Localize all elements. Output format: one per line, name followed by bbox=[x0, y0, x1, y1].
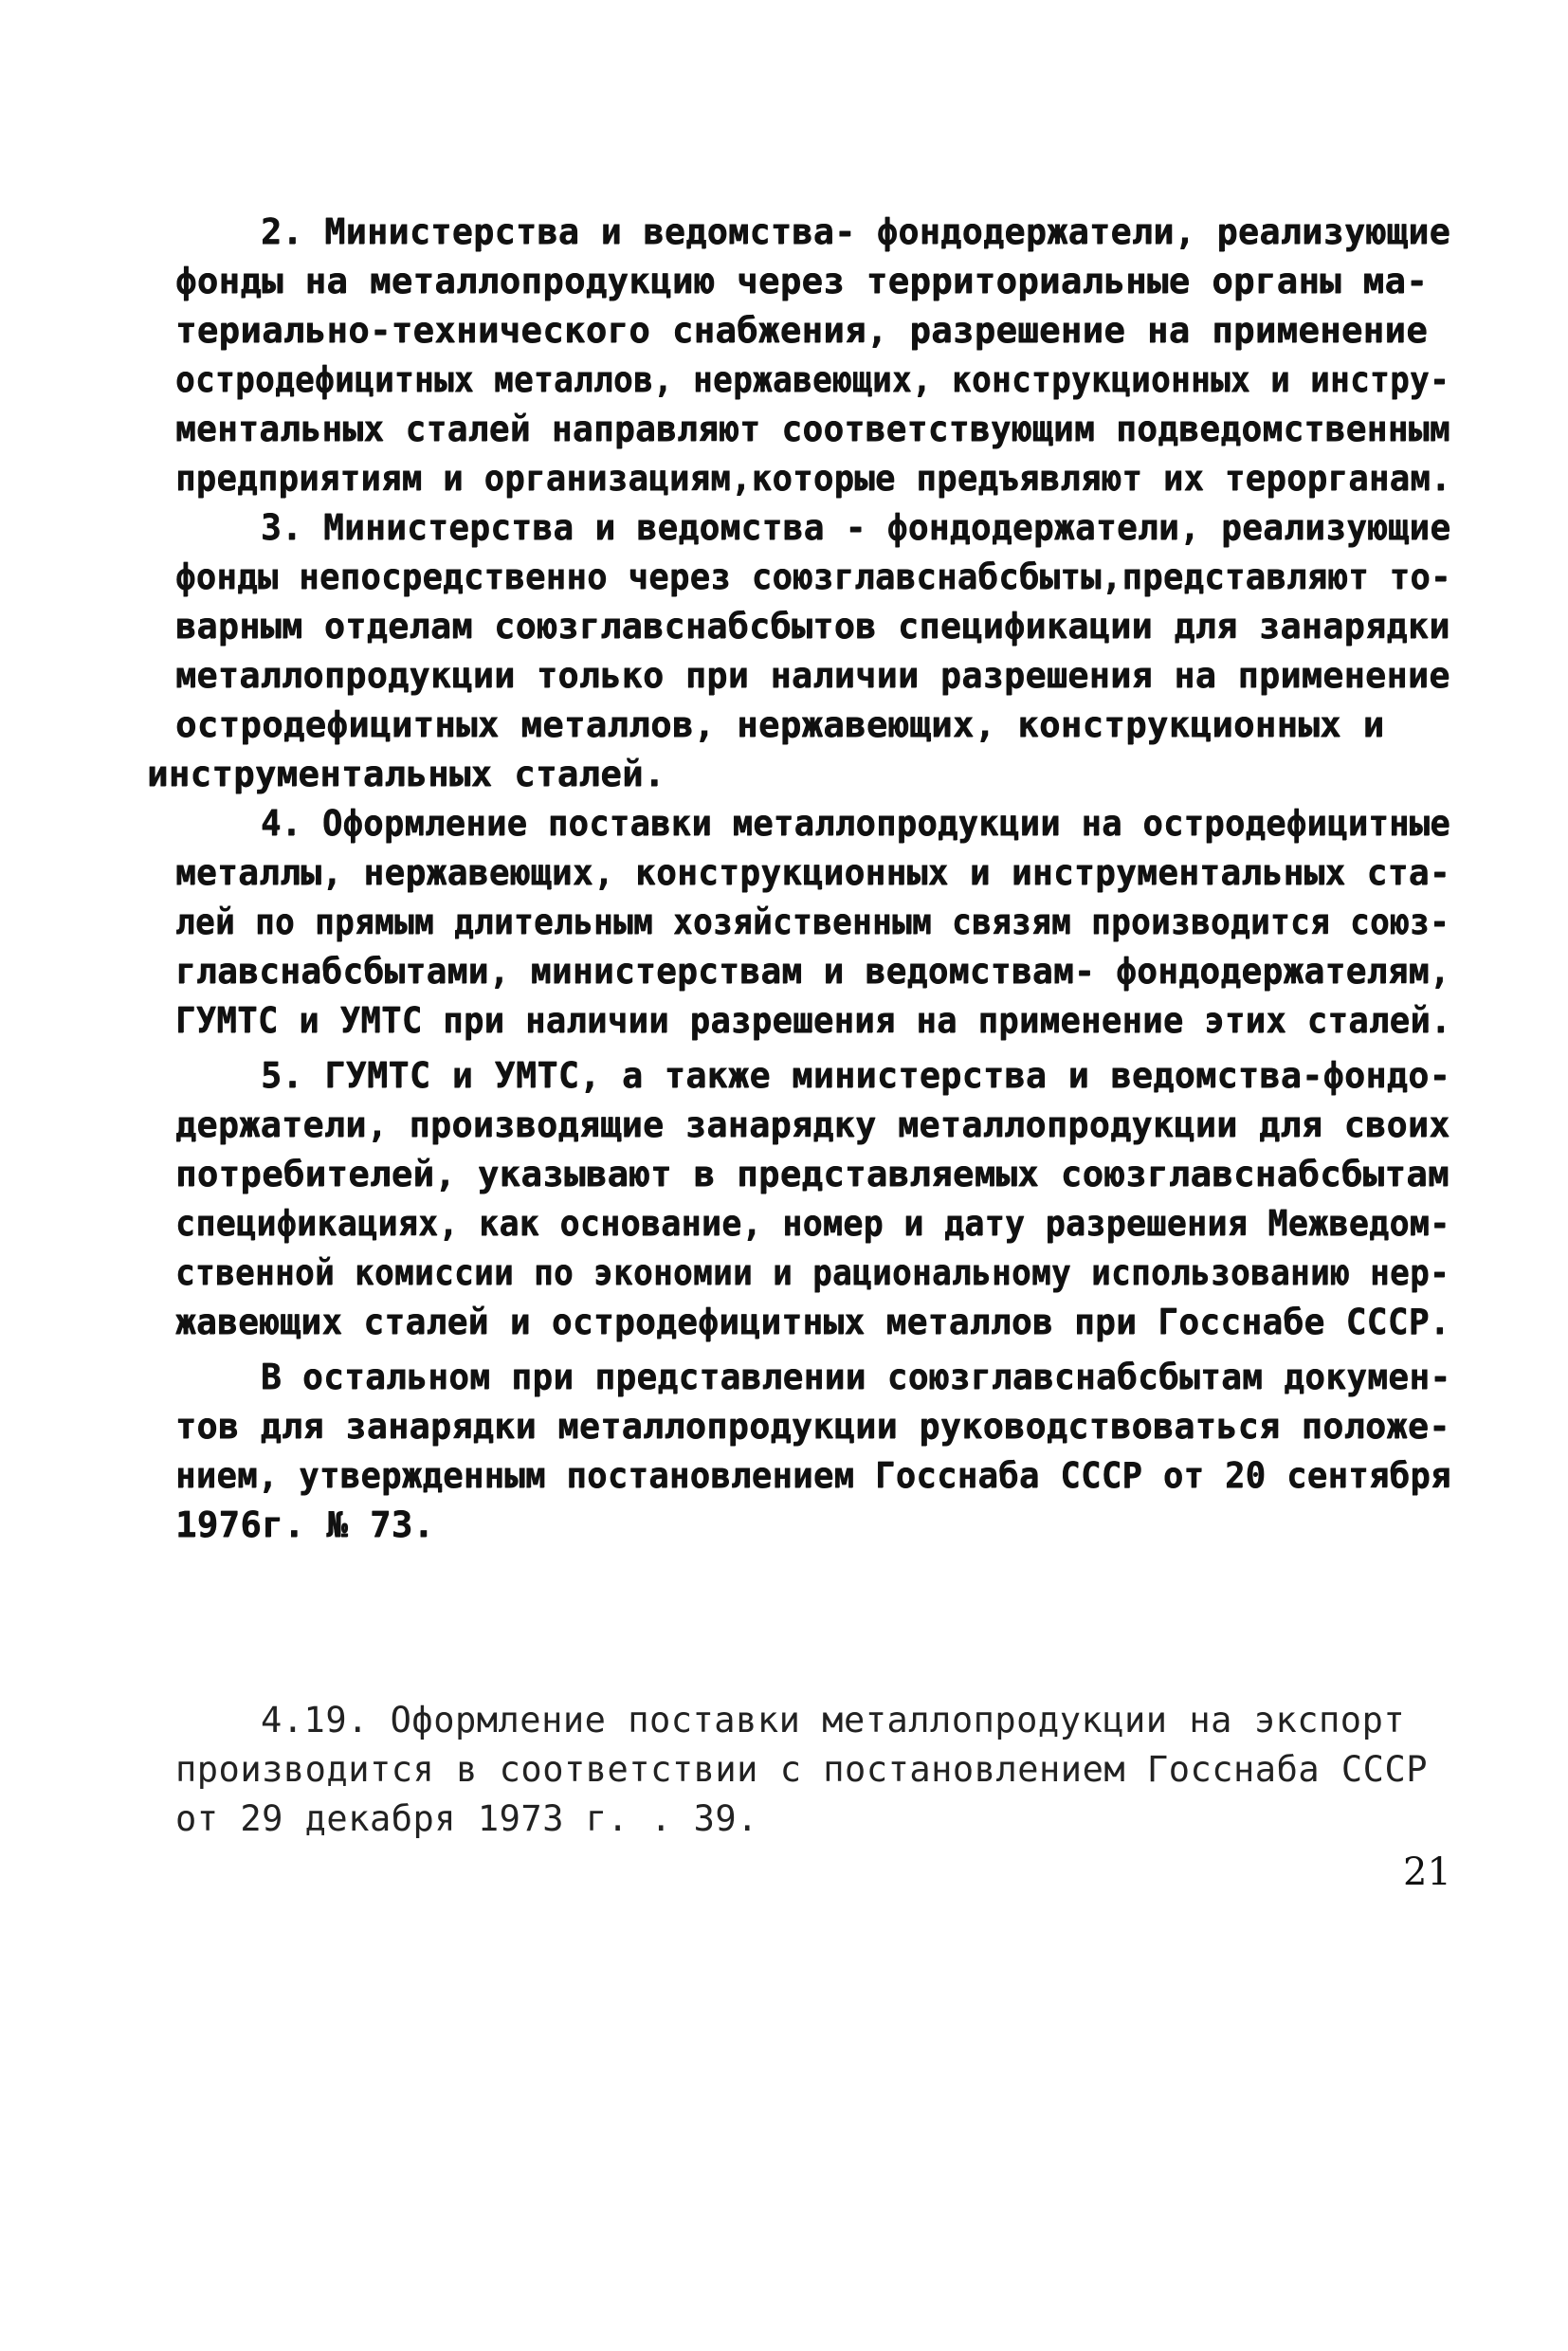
paragraph-5-line-3: потребителей, указывают в представляемых союзглавснабсбытам bbox=[175, 1154, 1449, 1194]
paragraph-2-line-5: ментальных сталей направляют соответствующим подведомственным bbox=[175, 409, 1450, 449]
section-4-19-line-2: производится в соответствии с постановлением Госснаба СССР bbox=[175, 1749, 1429, 1790]
paragraph-2-line-6: предприятиям и организациям,которые предъявляют их терорганам. bbox=[175, 458, 1451, 499]
paragraph-4-line-3: лей по прямым длительным хозяйственным связям производится союз- bbox=[175, 902, 1449, 942]
paragraph-5-line-6: жавеющих сталей и остродефицитных металлов при Госснабе СССР. bbox=[175, 1302, 1450, 1342]
paragraph-4-line-5: ГУМТС и УМТС при наличии разрешения на применение этих сталей. bbox=[175, 1000, 1451, 1041]
paragraph-3-line-2: фонды непосредственно через союзглавснабсбыты,представляют то- bbox=[175, 556, 1451, 597]
paragraph-2-line-4: остродефицитных металлов, нержавеющих, конструкционных и инстру- bbox=[175, 359, 1449, 400]
paragraph-4-line-1: 4. Оформление поставки металлопродукции на остродефицитные bbox=[261, 803, 1450, 844]
paragraph-2-line-1: 2. Министерства и ведомства- фондодержатели, реализующие bbox=[261, 211, 1451, 252]
section-4-19-line-1: 4.19. Оформление поставки металлопродукции на экспорт bbox=[261, 1700, 1406, 1740]
closing-paragraph-line-2: тов для занарядки металлопродукции руководствоваться положе- bbox=[175, 1406, 1450, 1447]
paragraph-2-line-2: фонды на металлопродукцию через территориальные органы ма- bbox=[175, 261, 1429, 301]
closing-paragraph-line-1: В остальном при представлении союзглавснабсбытам докумен- bbox=[261, 1357, 1451, 1397]
paragraph-5-line-2: держатели, производящие занарядку металлопродукции для своих bbox=[175, 1104, 1450, 1145]
paragraph-5-line-4: спецификациях, как основание, номер и дату разрешения Межведом- bbox=[175, 1203, 1450, 1244]
closing-paragraph-line-3: нием, утвержденным постановлением Госснаба СССР от 20 сентября bbox=[175, 1455, 1451, 1496]
closing-paragraph-line-4: 1976г. № 73. bbox=[175, 1504, 435, 1545]
paragraph-3-line-3: варным отделам союзглавснабсбытов спецификации для занарядки bbox=[175, 606, 1450, 647]
paragraph-3-line-6: инструментальных сталей. bbox=[147, 754, 665, 794]
section-4-19-line-3: от 29 декабря 1973 г. . 39. bbox=[175, 1798, 758, 1839]
paragraph-4-line-4: главснабсбытами, министерствам и ведомствам- фондодержателям, bbox=[175, 951, 1450, 992]
paragraph-4-line-2: металлы, нержавеющих, конструкционных и инструментальных ста- bbox=[175, 852, 1450, 893]
paragraph-3-line-1: 3. Министерства и ведомства - фондодержатели, реализующие bbox=[261, 507, 1451, 548]
page-number: 21 bbox=[1403, 1850, 1451, 1894]
paragraph-5-line-1: 5. ГУМТС и УМТС, а также министерства и ведомства-фондо- bbox=[261, 1055, 1451, 1096]
paragraph-3-line-4: металлопродукции только при наличии разрешения на применение bbox=[175, 655, 1450, 696]
paragraph-3-line-5: остродефицитных металлов, нержавеющих, конструкционных и bbox=[175, 704, 1385, 745]
paragraph-5-line-5: ственной комиссии по экономии и рациональному использованию нер- bbox=[175, 1252, 1449, 1293]
paragraph-2-line-3: териально-технического снабжения, разрешение на применение bbox=[175, 310, 1429, 351]
